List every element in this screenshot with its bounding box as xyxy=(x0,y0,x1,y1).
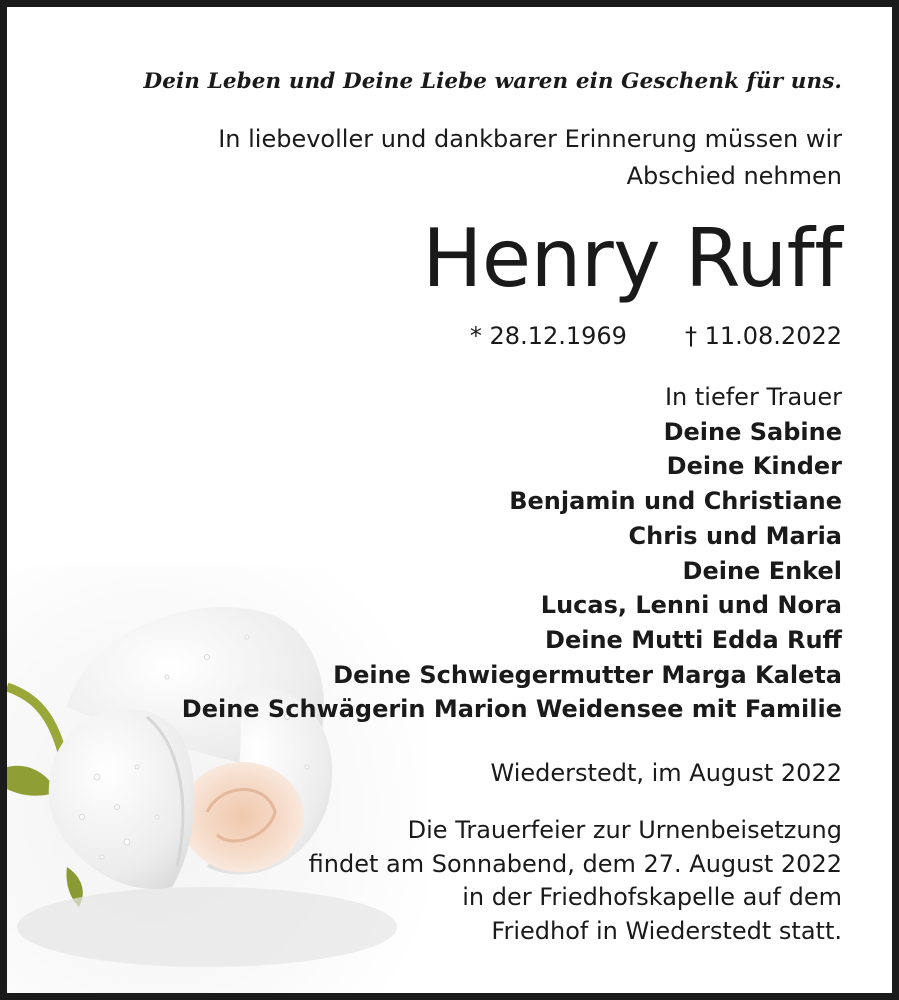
service-line: findet am Sonnabend, dem 27. August 2022 xyxy=(308,849,842,878)
mourner: Deine Schwiegermutter Marga Kaleta xyxy=(333,660,842,689)
rose-center xyxy=(180,762,304,872)
mourner: Deine Kinder xyxy=(666,452,842,481)
mourner: Deine Sabine xyxy=(663,417,842,446)
mourner: Deine Schwägerin Marion Weidensee mit Familie xyxy=(181,695,842,724)
death-date: † 11.08.2022 xyxy=(684,322,842,350)
intro-line-1: In liebevoller und dankbarer Erinnerung müssen wir xyxy=(218,125,842,153)
mourner: Chris und Maria xyxy=(628,521,842,550)
life-dates xyxy=(470,322,842,350)
place-date: Wiederstedt, im August 2022 xyxy=(490,759,842,787)
service-line: Die Trauerfeier zur Urnenbeisetzung xyxy=(407,816,842,844)
mourner: Benjamin und Christiane xyxy=(509,487,842,516)
service-line: in der Friedhofskapelle auf dem xyxy=(462,883,842,912)
mourner: Lucas, Lenni und Nora xyxy=(540,591,842,620)
deceased-name: Henry Ruff xyxy=(422,212,842,305)
funeral-service-info xyxy=(309,814,842,948)
service-line: Friedhof in Wiederstedt statt. xyxy=(491,916,842,945)
mourner: Deine Mutti Edda Ruff xyxy=(545,625,842,654)
mourner: Deine Enkel xyxy=(682,556,842,585)
intro-line-2: Abschied nehmen xyxy=(626,162,842,190)
birth-date: * 28.12.1969 xyxy=(469,322,627,350)
mourning-intro: In tiefer Trauer xyxy=(664,383,842,411)
motto: Dein Leben und Deine Liebe waren ein Geschenk für uns. xyxy=(143,69,842,94)
mourners-list xyxy=(182,380,842,727)
